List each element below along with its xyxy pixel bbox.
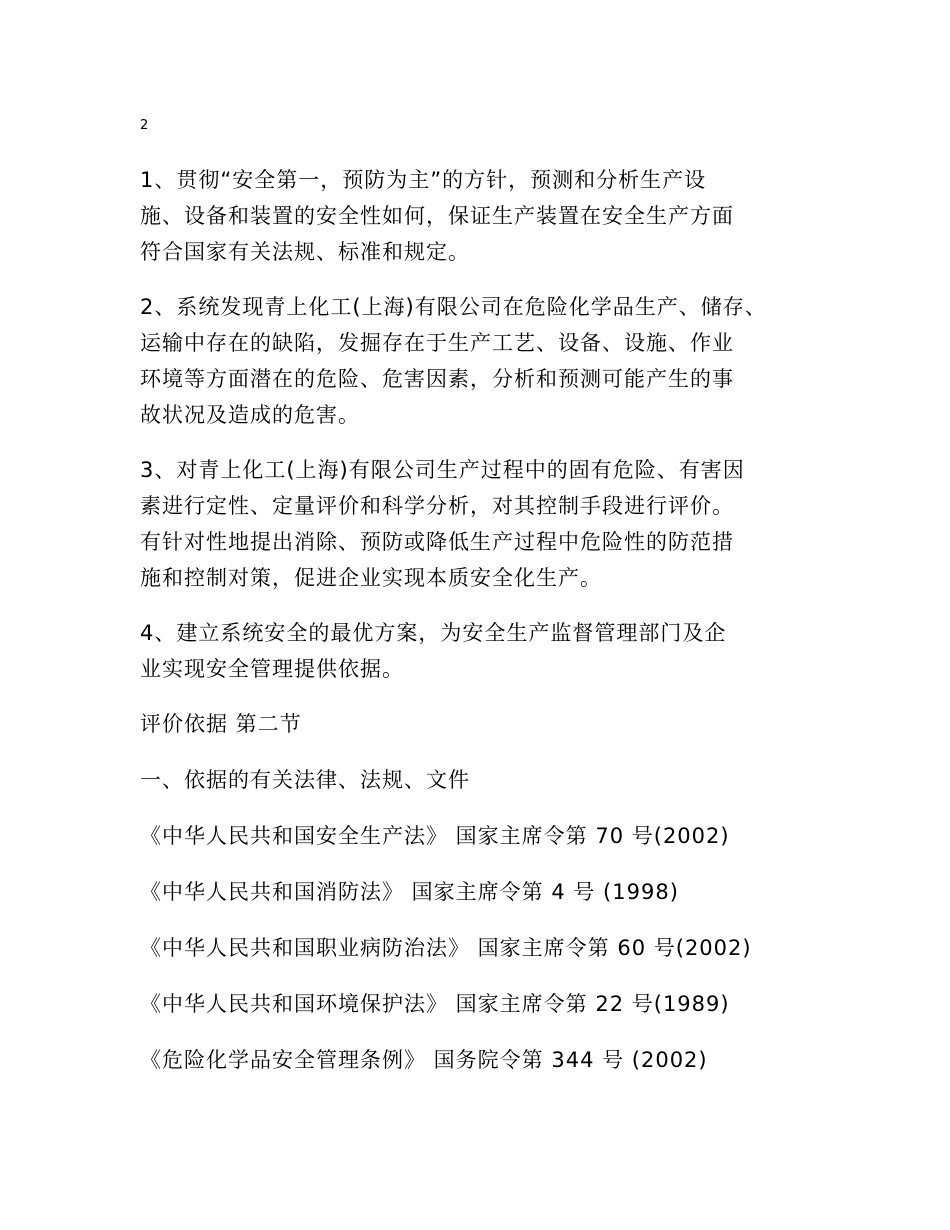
paragraph-line: 素进行定性、定量评价和科学分析，对其控制手段进行评价。 <box>140 494 734 518</box>
paragraph-line: 4、建立系统安全的最优方案，为安全生产监督管理部门及企 <box>140 621 727 645</box>
paragraph-line: 1、贯彻“安全第一，预防为主”的方针，预测和分析生产设 <box>140 168 707 192</box>
law-item: 《中华人民共和国职业病防治法》 国家主席令第 60 号(2002) <box>140 936 752 960</box>
paragraph-line: 3、对青上化工(上海)有限公司生产过程中的固有危险、有害因 <box>140 458 745 482</box>
paragraph-line: 有针对性地提出消除、预防或降低生产过程中危险性的防范措 <box>140 530 734 554</box>
objective-paragraph-2 <box>140 289 830 433</box>
paragraph-line: 故状况及造成的危害。 <box>140 403 360 427</box>
paragraph-line: 施、设备和装置的安全性如何，保证生产装置在安全生产方面 <box>140 204 734 228</box>
paragraph-line: 2、系统发现青上化工(上海)有限公司在危险化学品生产、储存、 <box>140 295 767 319</box>
paragraph-line: 施和控制对策，促进企业实现本质安全化生产。 <box>140 566 602 590</box>
paragraph-line: 业实现安全管理提供依据。 <box>140 657 404 681</box>
law-item: 《中华人民共和国消防法》 国家主席令第 4 号 (1998) <box>140 880 679 904</box>
objective-paragraph-1 <box>140 162 830 270</box>
document-body <box>140 162 830 1098</box>
page-number: 2 <box>140 118 149 133</box>
subsection-heading: 一、依据的有关法律、法规、文件 <box>140 768 470 792</box>
paragraph-line: 运输中存在的缺陷，发掘存在于生产工艺、设备、设施、作业 <box>140 331 734 355</box>
law-item: 《中华人民共和国环境保护法》 国家主席令第 22 号(1989) <box>140 992 730 1016</box>
objective-paragraph-3 <box>140 452 830 596</box>
law-item: 《中华人民共和国安全生产法》 国家主席令第 70 号(2002) <box>140 824 730 848</box>
paragraph-line: 符合国家有关法规、标准和规定。 <box>140 240 470 264</box>
objective-paragraph-4 <box>140 615 830 687</box>
section-heading: 评价依据 第二节 <box>140 712 302 736</box>
law-item: 《危险化学品安全管理条例》 国务院令第 344 号 (2002) <box>140 1048 708 1072</box>
paragraph-line: 环境等方面潜在的危险、危害因素，分析和预测可能产生的事 <box>140 367 734 391</box>
